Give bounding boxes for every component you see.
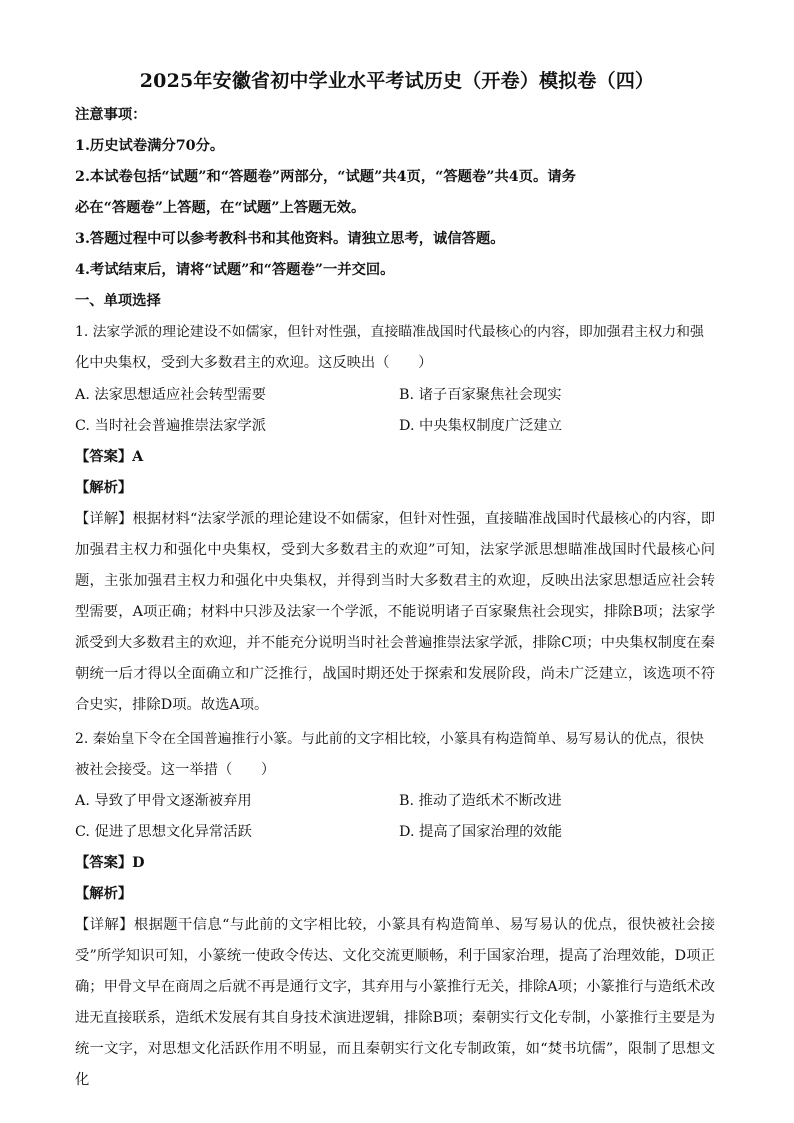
section-heading: 一、单项选择 (75, 293, 161, 309)
notice-item: 4.考试结束后，请将“试题”和“答题卷”一并交回。 (75, 262, 395, 278)
analysis-label: 【解析】 (75, 480, 133, 496)
option-a: A. 导致了甲骨文逐渐被弃用 (75, 793, 252, 809)
question-stem: 被社会接受。这一举措（ ） (75, 762, 276, 778)
notice-item: 2.本试卷包括“试题”和“答题卷”两部分，“试题”共4页，“答题卷”共4页。请务 (75, 169, 576, 185)
option-d: D. 中央集权制度广泛建立 (399, 418, 563, 434)
option-b: B. 诸子百家聚焦社会现实 (399, 387, 562, 403)
notice-heading: 注意事项： (75, 107, 147, 123)
question-stem: 化中央集权，受到大多数君主的欢迎。这反映出（ ） (75, 355, 433, 371)
detail-explanation: 【详解】根据材料“法家学派的理论建设不如儒家，但针对性强，直接瞄准战国时代最核心的内容，即加强君主权力和强化中央集权，受到大多数君主的欢迎”可知，法家学派思想瞄准战国时代最核心问题，主张加强君主权力和强化中央集权，并得到当时大多数君主的欢迎，反映出法家思想适应社会转型需要，A项正确；材料中只涉及法家一个学派，不能说明诸子百家聚焦社会现实，排除B项；法家学派受到大多数君主的欢迎，并不能充分说明当时社会普遍推崇法家学派，排除C项；中央集权制度在秦朝统一后才得以全面确立和广泛推行，战国时期还处于探索和发展阶段，尚未广泛建立，该选项不符合史实，排除D项。故选A项。 (75, 511, 715, 713)
notice-item: 3.答题过程中可以参考教科书和其他资料。请独立思考，诚信答题。 (75, 231, 505, 247)
page-title: 2025年安徽省初中学业水平考试历史（开卷）模拟卷（四） (139, 70, 655, 92)
notice-item: 必在“答题卷”上答题，在“试题”上答题无效。 (75, 200, 366, 216)
option-a: A. 法家思想适应社会转型需要 (75, 387, 266, 403)
option-d: D. 提高了国家治理的效能 (399, 824, 563, 840)
question-stem: 1. 法家学派的理论建设不如儒家，但针对性强，直接瞄准战国时代最核心的内容，即加强君主权力和强 (75, 324, 704, 340)
option-b: B. 推动了造纸术不断改进 (399, 793, 562, 809)
notice-item: 1.历史试卷满分70分。 (75, 138, 225, 154)
answer-label: 【答案】A (75, 449, 144, 465)
option-c: C. 促进了思想文化异常活跃 (75, 824, 252, 840)
answer-label: 【答案】D (75, 855, 145, 871)
option-c: C. 当时社会普遍推崇法家学派 (75, 418, 267, 434)
detail-explanation: 【详解】根据题干信息“与此前的文字相比较，小篆具有构造简单、易写易认的优点，很快被社会接受”所学知识可知，小篆统一使政令传达、文化交流更顺畅，利于国家治理，提高了治理效能，D项正确；甲骨文早在商周之后就不再是通行文字，其弃用与小篆推行无关，排除A项；小篆推行与造纸术改进无直接联系，造纸术发展有其自身技术演进逻辑，排除B项；秦朝实行文化专制，小篆推行主要是为统一文字，对思想文化活跃作用不明显，而且秦朝实行文化专制政策，如“焚书坑儒”，限制了思想文化 (75, 917, 715, 1088)
question-stem: 2. 秦始皇下令在全国普遍推行小篆。与此前的文字相比较，小篆具有构造简单、易写易认的优点，很快 (75, 731, 704, 747)
analysis-label: 【解析】 (75, 886, 133, 902)
